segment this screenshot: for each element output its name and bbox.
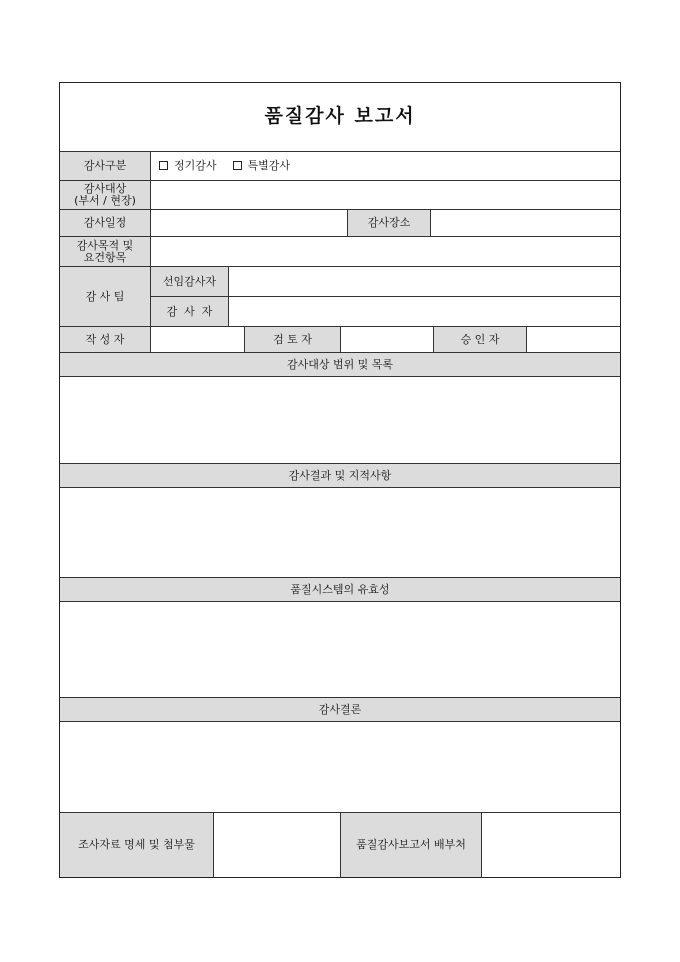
approver-field[interactable]: [527, 327, 620, 353]
effectiveness-section-header: 품질시스템의 유효성: [60, 578, 620, 602]
audit-purpose-field[interactable]: [151, 237, 620, 267]
conclusion-section-body[interactable]: [60, 722, 620, 813]
lead-auditor-field[interactable]: [229, 267, 620, 297]
checkbox-special-audit[interactable]: [233, 160, 291, 172]
audit-location-field[interactable]: [431, 210, 620, 237]
audit-target-label: 감사대상 (부서 / 현장): [60, 181, 151, 210]
scope-section-header: 감사대상 범위 및 목록: [60, 353, 620, 377]
reviewer-label: 검 토 자: [245, 327, 341, 353]
auditor-label: 감 사 자: [151, 297, 229, 327]
conclusion-section-header: 감사결론: [60, 698, 620, 722]
regular-audit-label: 정기감사: [174, 159, 217, 173]
checkbox-icon: [233, 161, 242, 170]
audit-schedule-label: 감사일정: [60, 210, 151, 237]
distribution-field[interactable]: [482, 813, 620, 877]
scope-section-body[interactable]: [60, 377, 620, 464]
auditor-field[interactable]: [229, 297, 620, 327]
effectiveness-section-body[interactable]: [60, 602, 620, 698]
attachments-label: 조사자료 명세 및 첨부물: [60, 813, 214, 877]
page-title: 품질감사 보고서: [60, 83, 620, 152]
approver-label: 승 인 자: [434, 327, 527, 353]
audit-target-field[interactable]: [151, 181, 620, 210]
audit-type-label: 감사구분: [60, 152, 151, 181]
audit-type-options: [151, 152, 620, 181]
checkbox-icon: [159, 161, 168, 170]
audit-team-label: 감 사 팀: [60, 267, 151, 327]
author-label: 작 성 자: [60, 327, 151, 353]
author-field[interactable]: [151, 327, 245, 353]
audit-schedule-field[interactable]: [151, 210, 348, 237]
distribution-label: 품질감사보고서 배부처: [341, 813, 482, 877]
checkbox-regular-audit[interactable]: [159, 160, 217, 172]
attachments-field[interactable]: [214, 813, 341, 877]
special-audit-label: 특별감사: [247, 159, 291, 173]
findings-section-header: 감사결과 및 지적사항: [60, 464, 620, 488]
audit-location-label: 감사장소: [348, 210, 431, 237]
audit-report-form: [59, 82, 621, 878]
lead-auditor-label: 선임감사자: [151, 267, 229, 297]
audit-purpose-label: 감사목적 및 요건항목: [60, 237, 151, 267]
findings-section-body[interactable]: [60, 488, 620, 578]
reviewer-field[interactable]: [341, 327, 434, 353]
